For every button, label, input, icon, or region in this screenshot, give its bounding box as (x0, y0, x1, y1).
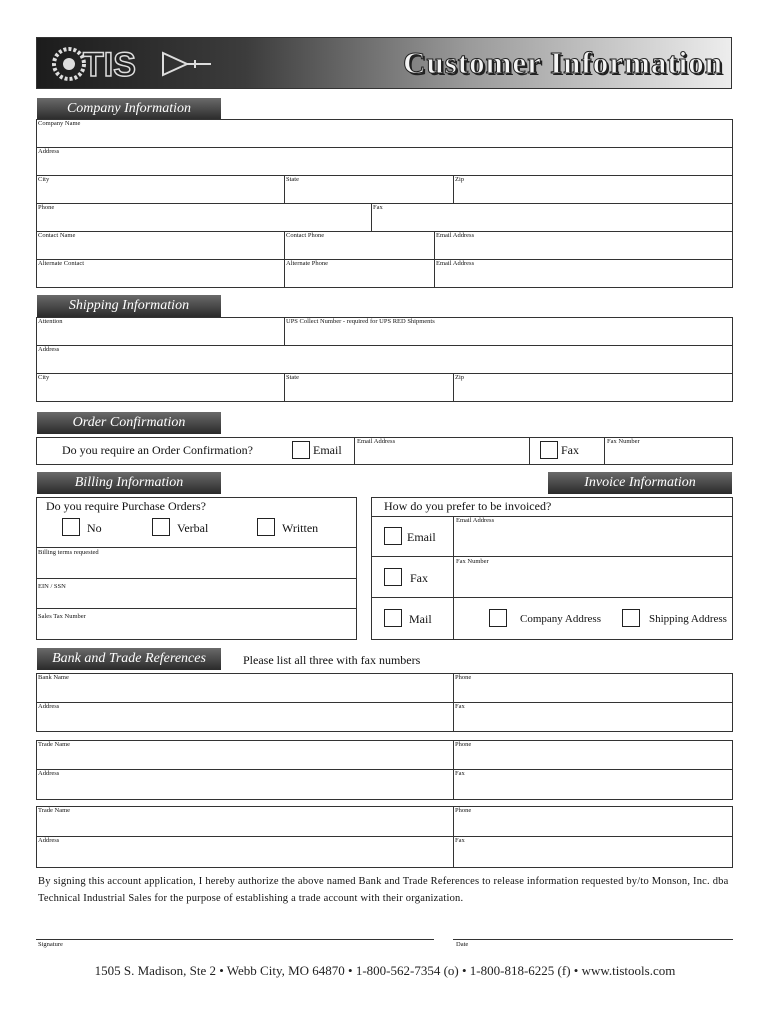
field-label: Fax Number (607, 438, 640, 445)
tab-billing-information: Billing Information (37, 472, 221, 494)
bank-address-field[interactable] (36, 702, 454, 732)
field-label: Email Address (436, 260, 475, 267)
sales-tax-field[interactable] (36, 608, 357, 640)
field-label: Billing terms requested (38, 549, 99, 556)
signature-label: Signature (38, 941, 63, 948)
invoice-email-label: Email (407, 530, 436, 544)
billing-question: Do you require Purchase Orders? (46, 499, 206, 513)
field-label: Phone (455, 674, 472, 681)
field-label: Zip (455, 176, 465, 183)
trade-name-field-1[interactable] (36, 740, 454, 770)
field-label: Phone (38, 204, 55, 211)
svg-text:TIS: TIS (83, 46, 136, 84)
ein-ssn-field[interactable] (36, 578, 357, 609)
field-label: Address (38, 148, 60, 155)
field-label: EIN / SSN (38, 583, 66, 590)
po-written-checkbox[interactable] (257, 518, 275, 536)
field-label: Zip (455, 374, 465, 381)
po-verbal-label: Verbal (177, 521, 209, 535)
trade-name-field-2[interactable] (36, 806, 454, 837)
order-confirmation-question: Do you require an Order Confirmation? (62, 443, 253, 457)
shipping-address-checkbox[interactable] (622, 609, 640, 627)
field-label: Email Address (436, 232, 475, 239)
date-label: Date (456, 941, 469, 948)
company-phone-field[interactable] (36, 203, 372, 232)
consent-statement: By signing this account application, I hereby authorize the above named Bank and Trade References to release information requested by/to Monson, Inc. dba Technical Industrial Sales for the purpose of establishing a trade account with their organization. (38, 876, 729, 904)
contact-email-field[interactable] (434, 231, 733, 260)
order-email-option-label: Email (313, 443, 342, 457)
company-city-field[interactable] (36, 175, 285, 204)
shipping-address-field[interactable] (36, 345, 733, 374)
shipping-city-field[interactable] (36, 373, 285, 402)
page-title: Customer Information (403, 45, 723, 80)
invoice-email-address-field[interactable] (454, 516, 733, 556)
field-label: Phone (455, 807, 472, 814)
field-label: Address (38, 837, 60, 844)
field-label: Trade Name (38, 741, 71, 748)
attention-field[interactable] (36, 317, 285, 346)
tab-invoice-information: Invoice Information (548, 472, 732, 494)
invoice-question: How do you prefer to be invoiced? (384, 499, 552, 513)
contact-name-field[interactable] (36, 231, 285, 260)
field-label: Bank Name (38, 674, 69, 681)
field-label: City (38, 374, 50, 381)
footer-contact: 1505 S. Madison, Ste 2 • Webb City, MO 64870 • 1-800-562-7354 (o) • 1-800-818-6225 (f) • www.tistools.com (94, 963, 676, 978)
company-fax-field[interactable] (371, 203, 733, 232)
order-fax-checkbox[interactable] (540, 441, 558, 459)
field-label: Alternate Phone (286, 260, 329, 267)
tab-shipping-information: Shipping Information (37, 295, 221, 317)
order-fax-option-label: Fax (561, 443, 579, 457)
invoice-email-checkbox[interactable] (384, 527, 402, 545)
invoice-fax-number-field[interactable] (454, 557, 733, 597)
field-label: Alternate Contact (38, 260, 85, 267)
alt-contact-field[interactable] (36, 259, 285, 288)
field-label: Attention (38, 318, 63, 325)
alt-email-field[interactable] (434, 259, 733, 288)
tab-company-information: Company Information (37, 98, 221, 120)
field-label: Sales Tax Number (38, 613, 86, 620)
po-verbal-checkbox[interactable] (152, 518, 170, 536)
bank-fax-field[interactable] (453, 702, 733, 732)
field-label: Fax (455, 703, 465, 710)
field-label: Address (38, 703, 60, 710)
order-email-address-field[interactable] (354, 437, 530, 465)
po-written-label: Written (282, 521, 319, 535)
field-label: Phone (455, 741, 472, 748)
invoice-fax-label: Fax (410, 571, 428, 585)
field-label: State (286, 374, 299, 381)
po-no-checkbox[interactable] (62, 518, 80, 536)
trade-phone-field-2[interactable] (453, 806, 733, 837)
divider (371, 597, 733, 598)
field-label: Fax (373, 204, 383, 211)
field-label: Email Address (456, 517, 495, 524)
shipping-zip-field[interactable] (453, 373, 733, 402)
bank-name-field[interactable] (36, 673, 454, 703)
field-label: Fax Number (456, 558, 489, 565)
tab-bank-trade-references: Bank and Trade References (37, 648, 221, 670)
company-address-field[interactable] (36, 147, 733, 176)
shipping-address-label: Shipping Address (649, 613, 727, 625)
order-fax-number-field[interactable] (604, 437, 733, 465)
field-label: Address (38, 770, 60, 777)
alt-phone-field[interactable] (284, 259, 435, 288)
field-label: Email Address (357, 438, 396, 445)
shipping-state-field[interactable] (284, 373, 454, 402)
field-label: Contact Name (38, 232, 76, 239)
invoice-fax-checkbox[interactable] (384, 568, 402, 586)
company-address-checkbox[interactable] (489, 609, 507, 627)
invoice-mail-label: Mail (409, 612, 432, 626)
ups-collect-field[interactable] (284, 317, 733, 346)
trade-phone-field-1[interactable] (453, 740, 733, 770)
field-label: UPS Collect Number - required for UPS RED Shipments (286, 318, 435, 325)
company-name-field[interactable] (36, 119, 733, 148)
tis-logo (45, 43, 215, 85)
signature-line[interactable] (36, 939, 434, 940)
field-label: Company Name (38, 120, 81, 127)
order-email-checkbox[interactable] (292, 441, 310, 459)
billing-terms-field[interactable] (36, 547, 357, 579)
trade-fax-field-2[interactable] (453, 836, 733, 868)
company-zip-field[interactable] (453, 175, 733, 204)
contact-phone-field[interactable] (284, 231, 435, 260)
field-label: Address (38, 346, 60, 353)
tab-order-confirmation: Order Confirmation (37, 412, 221, 434)
field-label: City (38, 176, 50, 183)
field-label: Fax (455, 837, 465, 844)
invoice-mail-checkbox[interactable] (384, 609, 402, 627)
field-label: State (286, 176, 299, 183)
field-label: Trade Name (38, 807, 71, 814)
po-no-label: No (87, 521, 102, 535)
company-address-label: Company Address (520, 613, 601, 625)
field-label: Contact Phone (286, 232, 325, 239)
date-line[interactable] (453, 939, 733, 940)
trade-address-field-2[interactable] (36, 836, 454, 868)
field-label: Fax (455, 770, 465, 777)
bank-phone-field[interactable] (453, 673, 733, 703)
references-note: Please list all three with fax numbers (243, 653, 421, 667)
trade-address-field-1[interactable] (36, 769, 454, 800)
company-state-field[interactable] (284, 175, 454, 204)
header-banner (36, 37, 732, 89)
trade-fax-field-1[interactable] (453, 769, 733, 800)
